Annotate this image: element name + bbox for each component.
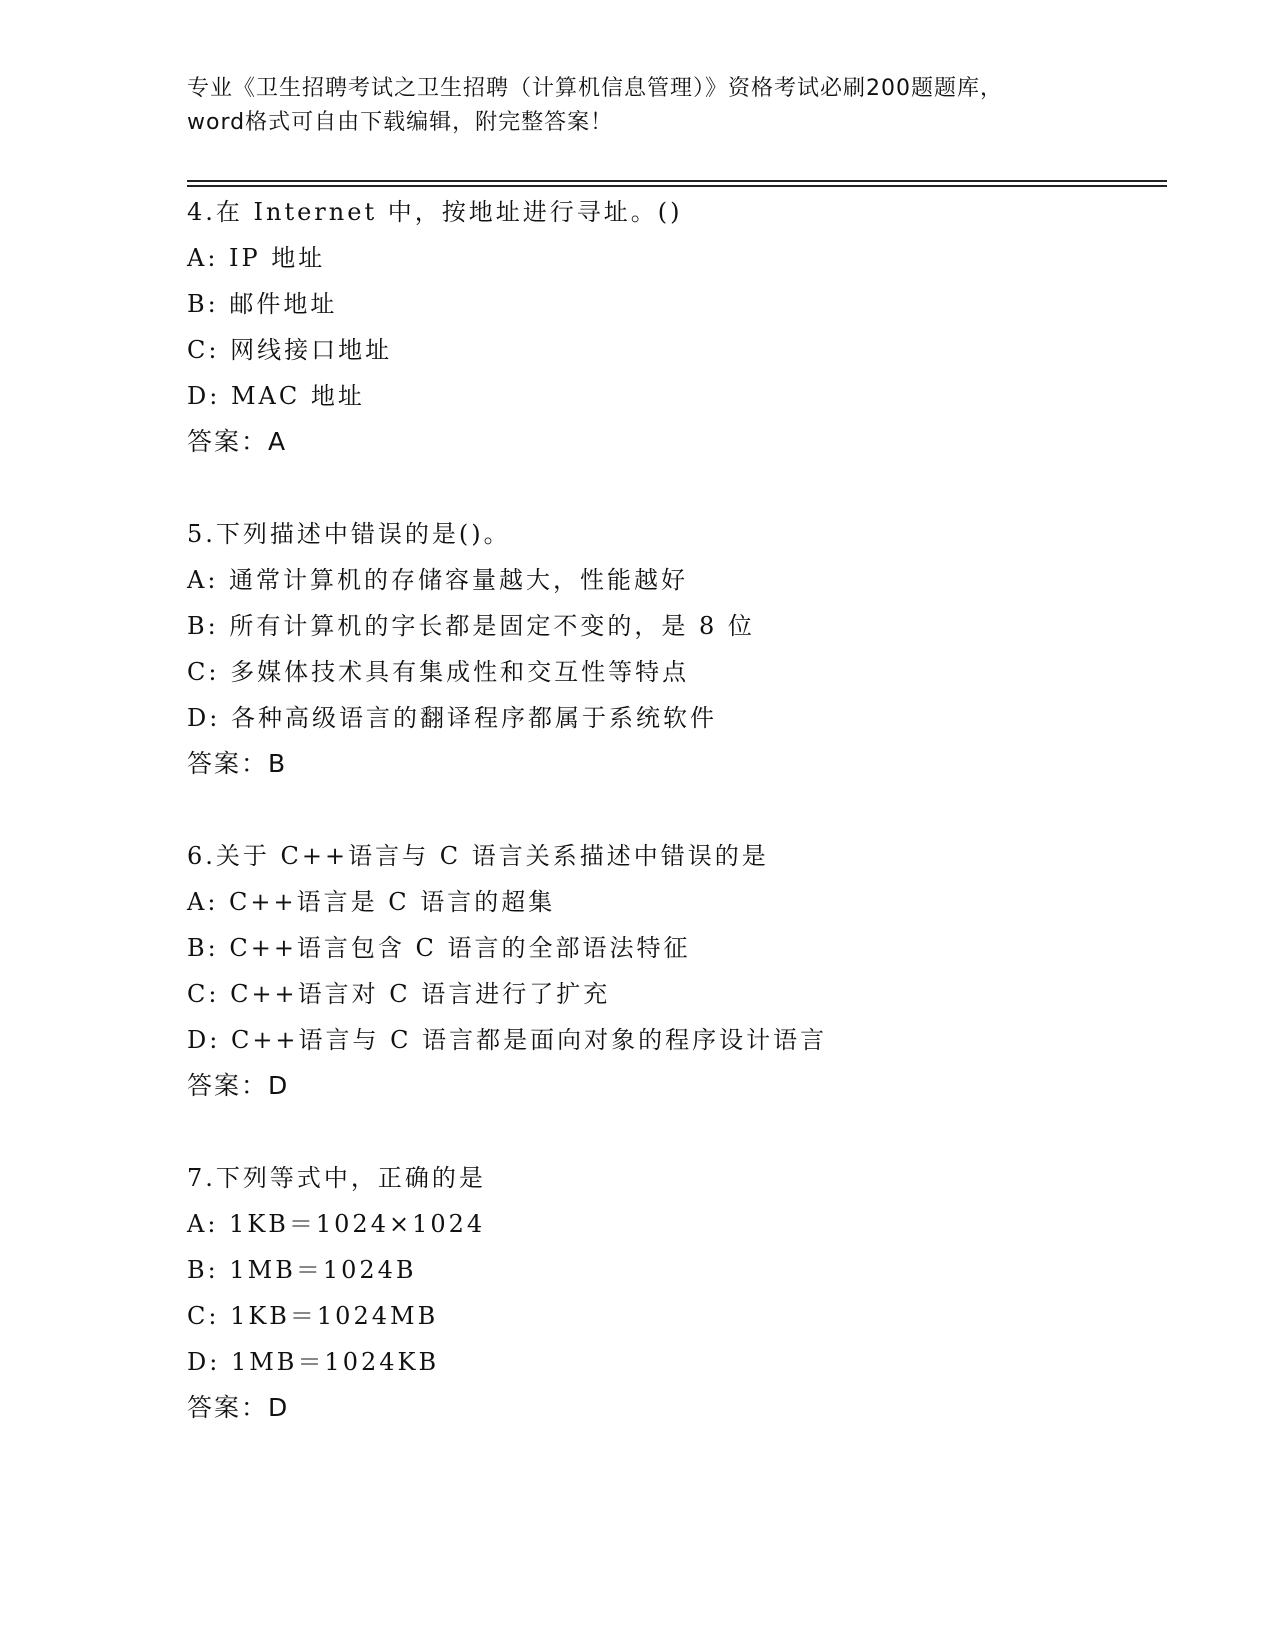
- answer-line: 答案：A: [187, 427, 288, 456]
- option-c: C: 多媒体技术具有集成性和交互性等特点: [187, 658, 690, 686]
- question-4: [187, 189, 1187, 465]
- option-d: D: 1MB＝1024KB: [187, 1348, 440, 1376]
- question-6: [187, 833, 1187, 1109]
- option-c: C: 1KB＝1024MB: [187, 1302, 439, 1330]
- option-b: B: C++语言包含 C 语言的全部语法特征: [187, 934, 691, 962]
- header-divider-top: [187, 180, 1167, 182]
- document-header: [187, 72, 1087, 140]
- option-d: D: 各种高级语言的翻译程序都属于系统软件: [187, 704, 717, 732]
- question-list: [187, 189, 1187, 1477]
- question-5: [187, 511, 1187, 787]
- option-a: A: 1KB＝1024×1024: [187, 1210, 486, 1238]
- question-stem: 5.下列描述中错误的是()。: [187, 520, 511, 548]
- option-a: A: IP 地址: [187, 244, 326, 272]
- option-d: D: C++语言与 C 语言都是面向对象的程序设计语言: [187, 1026, 828, 1054]
- option-c: C: 网线接口地址: [187, 336, 393, 364]
- option-a: A: C++语言是 C 语言的超集: [187, 888, 556, 916]
- option-b: B: 邮件地址: [187, 290, 338, 318]
- question-stem: 6.关于 C++语言与 C 语言关系描述中错误的是: [187, 842, 769, 870]
- option-b: B: 1MB＝1024B: [187, 1256, 417, 1284]
- question-stem: 4.在 Internet 中，按地址进行寻址。(): [187, 198, 683, 226]
- question-7: [187, 1155, 1187, 1431]
- option-a: A: 通常计算机的存储容量越大，性能越好: [187, 566, 689, 594]
- question-stem: 7.下列等式中，正确的是: [187, 1164, 486, 1192]
- option-c: C: C++语言对 C 语言进行了扩充: [187, 980, 611, 1008]
- header-divider-bottom: [187, 185, 1167, 187]
- answer-line: 答案：D: [187, 1393, 290, 1422]
- answer-line: 答案：B: [187, 749, 288, 778]
- header-line-2: word格式可自由下载编辑，附完整答案！: [187, 110, 614, 135]
- option-b: B: 所有计算机的字长都是固定不变的，是 8 位: [187, 612, 755, 640]
- header-line-1: 专业《卫生招聘考试之卫生招聘（计算机信息管理）》资格考试必刷200题题库，: [187, 76, 1003, 101]
- option-d: D: MAC 地址: [187, 382, 365, 410]
- answer-line: 答案：D: [187, 1071, 290, 1100]
